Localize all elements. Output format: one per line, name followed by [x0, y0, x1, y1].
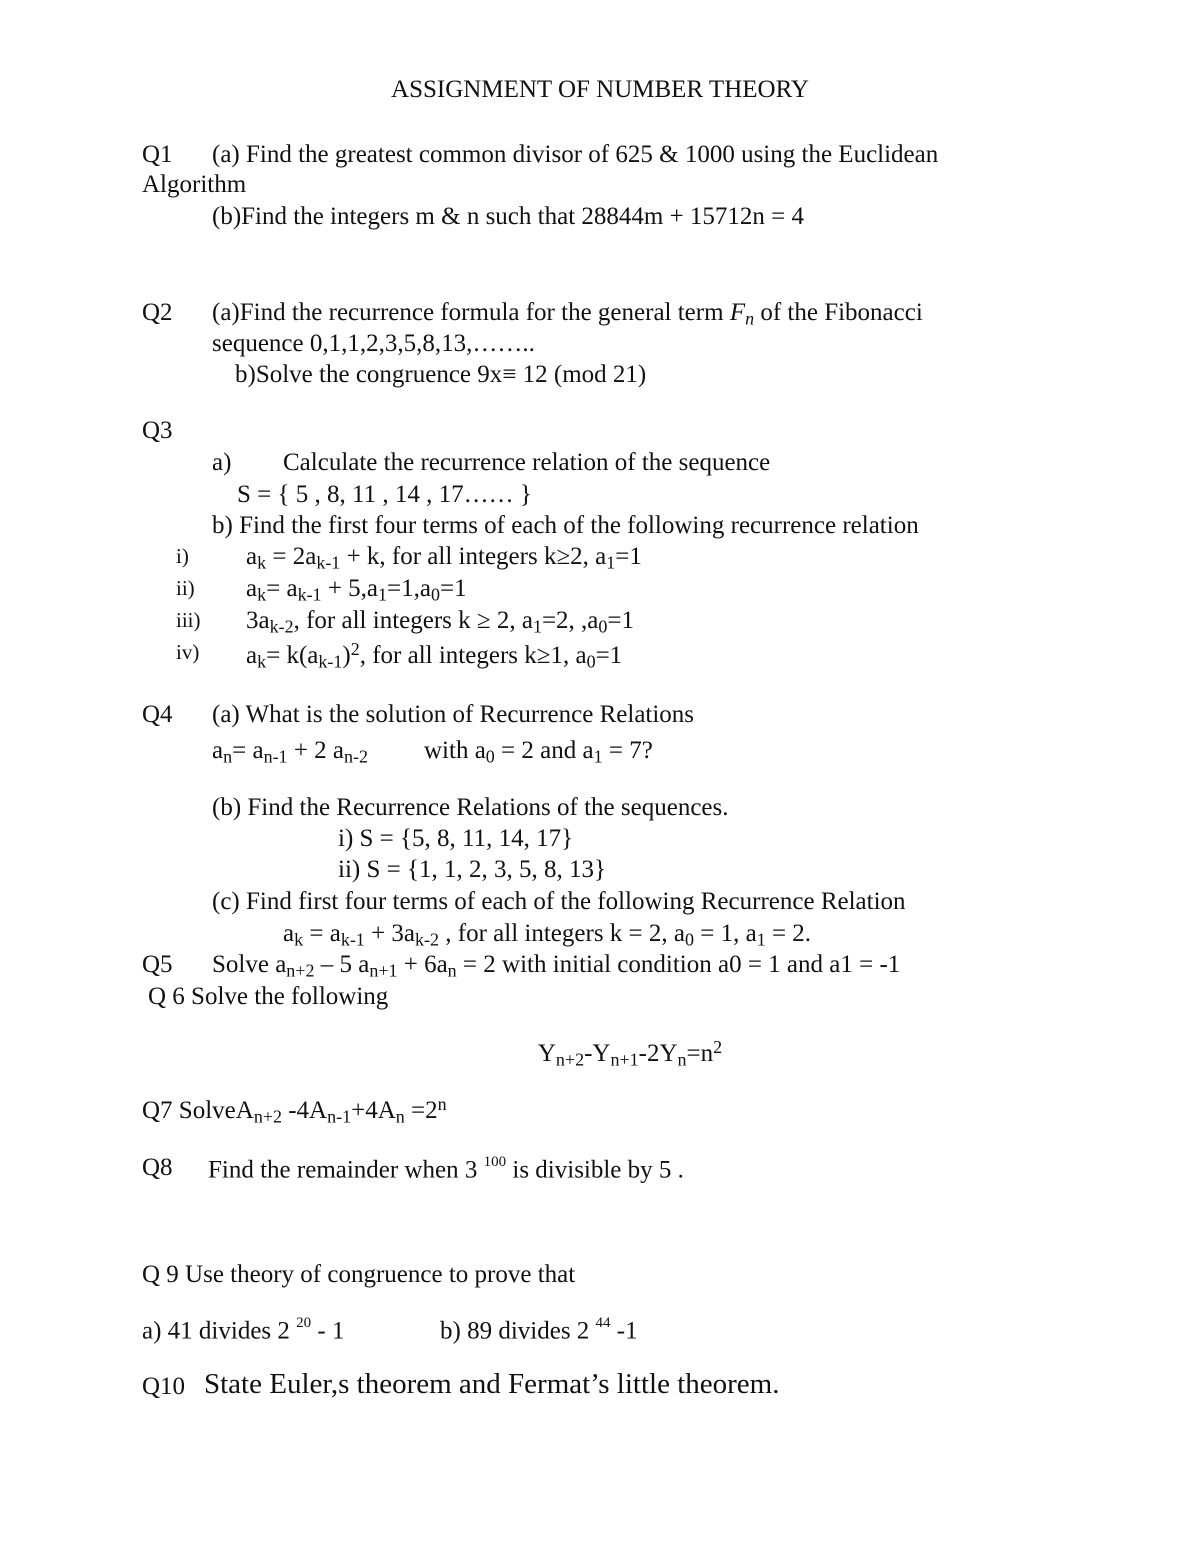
text: =2	[404, 1097, 438, 1125]
q4-part-a: (a) What is the solution of Recurrence Relations	[212, 701, 695, 728]
q3-part-a: Calculate the recurrence relation of the sequence	[283, 449, 771, 476]
q4-label: Q4	[142, 701, 173, 728]
subscript: 1	[378, 584, 388, 605]
text: with a	[424, 737, 486, 764]
q8-label: Q8	[142, 1154, 173, 1181]
subscript: n	[677, 1049, 687, 1070]
superscript: 100	[483, 1154, 507, 1170]
subscript: k-1	[316, 552, 341, 573]
subscript: k	[294, 929, 304, 950]
text: Y	[537, 1040, 556, 1068]
text: + 5,a	[321, 575, 379, 602]
q4-part-b-i: i) S = {5, 8, 11, 14, 17}	[338, 825, 574, 852]
q3-part-a-label: a)	[212, 449, 232, 476]
q2-part-a	[212, 300, 923, 328]
text: =1	[595, 642, 623, 670]
q2-label: Q2	[142, 299, 173, 326]
q3-item-iii	[246, 608, 634, 636]
text: = 7?	[602, 737, 653, 764]
fibonacci-subscript: n	[745, 308, 755, 329]
text: a	[246, 642, 258, 670]
q2-part-a-text: (a)Find the recurrence formula for the general term	[212, 299, 730, 326]
text: b) 89 divides 2	[440, 1317, 596, 1345]
text: 3a	[246, 607, 270, 634]
text: + 3a	[364, 920, 416, 947]
subscript: n	[447, 960, 457, 981]
text: Solve a	[212, 951, 287, 978]
text: =1	[439, 575, 467, 602]
q4-part-b-ii: ii) S = {1, 1, 2, 3, 5, 8, 13}	[338, 856, 606, 883]
subscript: 0	[430, 584, 440, 605]
text: = a	[266, 575, 298, 602]
text: = 2a	[266, 543, 317, 570]
q3-label: Q3	[142, 417, 173, 444]
q2-part-b: b)Solve the congruence 9x≡ 12 (mod 21)	[235, 361, 647, 388]
subscript: 1	[606, 552, 616, 573]
text: = a	[303, 920, 341, 947]
superscript: 20	[296, 1315, 312, 1331]
text: = 2 and a	[494, 737, 594, 764]
subscript: 1	[756, 929, 766, 950]
q4-part-c-equation	[283, 921, 811, 949]
subscript: 1	[593, 746, 603, 767]
page-title: ASSIGNMENT OF NUMBER THEORY	[391, 76, 809, 103]
q7-text	[142, 1095, 447, 1126]
text: -2Y	[638, 1040, 678, 1068]
subscript: k-1	[318, 651, 343, 672]
q9-text: Q 9 Use theory of congruence to prove that	[142, 1261, 576, 1288]
subscript: n	[395, 1106, 405, 1127]
text: =2, ,a	[541, 607, 599, 634]
q3-item-i-number: i)	[176, 544, 189, 568]
subscript: k	[257, 584, 267, 605]
text: + k, for all integers k≥2, a	[340, 543, 607, 570]
q3-part-b: b) Find the first four terms of each of the following recurrence relation	[212, 512, 919, 539]
text: = k(a	[266, 642, 319, 670]
q1-part-a: (a) Find the greatest common divisor of 625 & 1000 using the Euclidean	[212, 141, 939, 168]
q5-label: Q5	[142, 951, 173, 978]
fibonacci-symbol: F	[729, 299, 746, 326]
text: - 1	[311, 1317, 345, 1345]
text: =n	[686, 1040, 714, 1068]
q6-equation	[0, 1038, 1200, 1069]
subscript: k-2	[415, 929, 440, 950]
text: a	[246, 543, 258, 570]
q3-item-iii-number: iii)	[176, 608, 201, 632]
superscript: 2	[350, 639, 360, 659]
subscript: n-1	[263, 746, 288, 767]
q1-label: Q1	[142, 141, 173, 168]
superscript: 2	[713, 1037, 723, 1057]
q9-part-b	[440, 1316, 638, 1343]
subscript: n+1	[369, 960, 398, 981]
text: = 2 with initial condition a0 = 1 and a1 = -1	[456, 951, 901, 978]
q2-part-a-continued: sequence 0,1,1,2,3,5,8,13,……..	[212, 330, 535, 357]
subscript: 0	[685, 929, 694, 950]
superscript: 44	[595, 1315, 611, 1331]
text: , for all integers k≥1, a	[359, 642, 587, 670]
q8-text	[208, 1155, 684, 1182]
subscript: k	[257, 552, 267, 573]
text: = 1, a	[694, 920, 757, 947]
q3-item-iv-number: iv)	[176, 640, 200, 664]
q1-part-b: (b)Find the integers m & n such that 28844m + 15712n = 4	[212, 203, 805, 230]
text: =1	[607, 607, 635, 634]
q3-item-iv	[246, 640, 622, 671]
subscript: n+2	[286, 960, 315, 981]
subscript: k-1	[340, 929, 365, 950]
subscript: 0	[598, 616, 608, 637]
text: =1	[615, 543, 642, 570]
q6-text: Q 6 Solve the following	[148, 983, 389, 1010]
text: Q7 SolveA	[142, 1097, 254, 1125]
text: -1	[610, 1317, 638, 1345]
text: + 6a	[397, 951, 448, 978]
text: -4A	[281, 1097, 328, 1125]
subscript: k-1	[297, 584, 322, 605]
q3-item-ii-number: ii)	[176, 576, 195, 600]
q10-text: State Euler,s theorem and Fermat’s little theorem.	[204, 1368, 780, 1400]
subscript: k-2	[269, 616, 294, 637]
subscript: n+1	[610, 1049, 639, 1070]
q3-part-a-set: S = { 5 , 8, 11 , 14 , 17…… }	[237, 481, 532, 508]
text: a	[246, 575, 258, 602]
text: , for all integers k ≥ 2, a	[293, 607, 533, 634]
subscript: n	[223, 746, 233, 767]
text: + 2 a	[287, 737, 345, 764]
subscript: k	[257, 651, 267, 672]
q5-text	[212, 952, 900, 980]
text: = a	[232, 737, 264, 764]
subscript: 0	[586, 651, 596, 672]
text: a	[283, 920, 295, 947]
q4-part-a-equation	[212, 738, 368, 766]
text: -Y	[584, 1040, 611, 1068]
q3-item-i	[246, 544, 642, 572]
text: = 2.	[765, 920, 812, 947]
q4-part-c: (c) Find first four terms of each of the following Recurrence Relation	[212, 888, 906, 915]
subscript: n+2	[253, 1106, 282, 1127]
text: a) 41 divides 2	[142, 1317, 297, 1345]
subscript: n-1	[327, 1106, 352, 1127]
text: )	[342, 642, 351, 670]
subscript: 1	[532, 616, 542, 637]
text: is divisible by 5 .	[506, 1156, 684, 1184]
text: a	[212, 737, 224, 764]
q3-item-ii	[246, 576, 467, 604]
subscript: 0	[485, 746, 495, 767]
q4-part-a-initial-conditions	[424, 738, 653, 766]
text: Find the remainder when 3	[208, 1156, 484, 1184]
superscript: n	[437, 1094, 447, 1114]
text: , for all integers k = 2, a	[439, 920, 685, 947]
q4-part-b: (b) Find the Recurrence Relations of the sequences.	[212, 794, 729, 821]
subscript: n-2	[344, 746, 369, 767]
text: =1,a	[387, 575, 431, 602]
text: +4A	[351, 1097, 396, 1125]
q2-part-a-text-end: of the Fibonacci	[754, 299, 923, 326]
subscript: n+2	[555, 1049, 585, 1070]
q1-part-a-continued: Algorithm	[142, 171, 247, 198]
q9-part-a	[142, 1316, 344, 1343]
q10-label: Q10	[142, 1373, 186, 1400]
text: – 5 a	[314, 951, 370, 978]
